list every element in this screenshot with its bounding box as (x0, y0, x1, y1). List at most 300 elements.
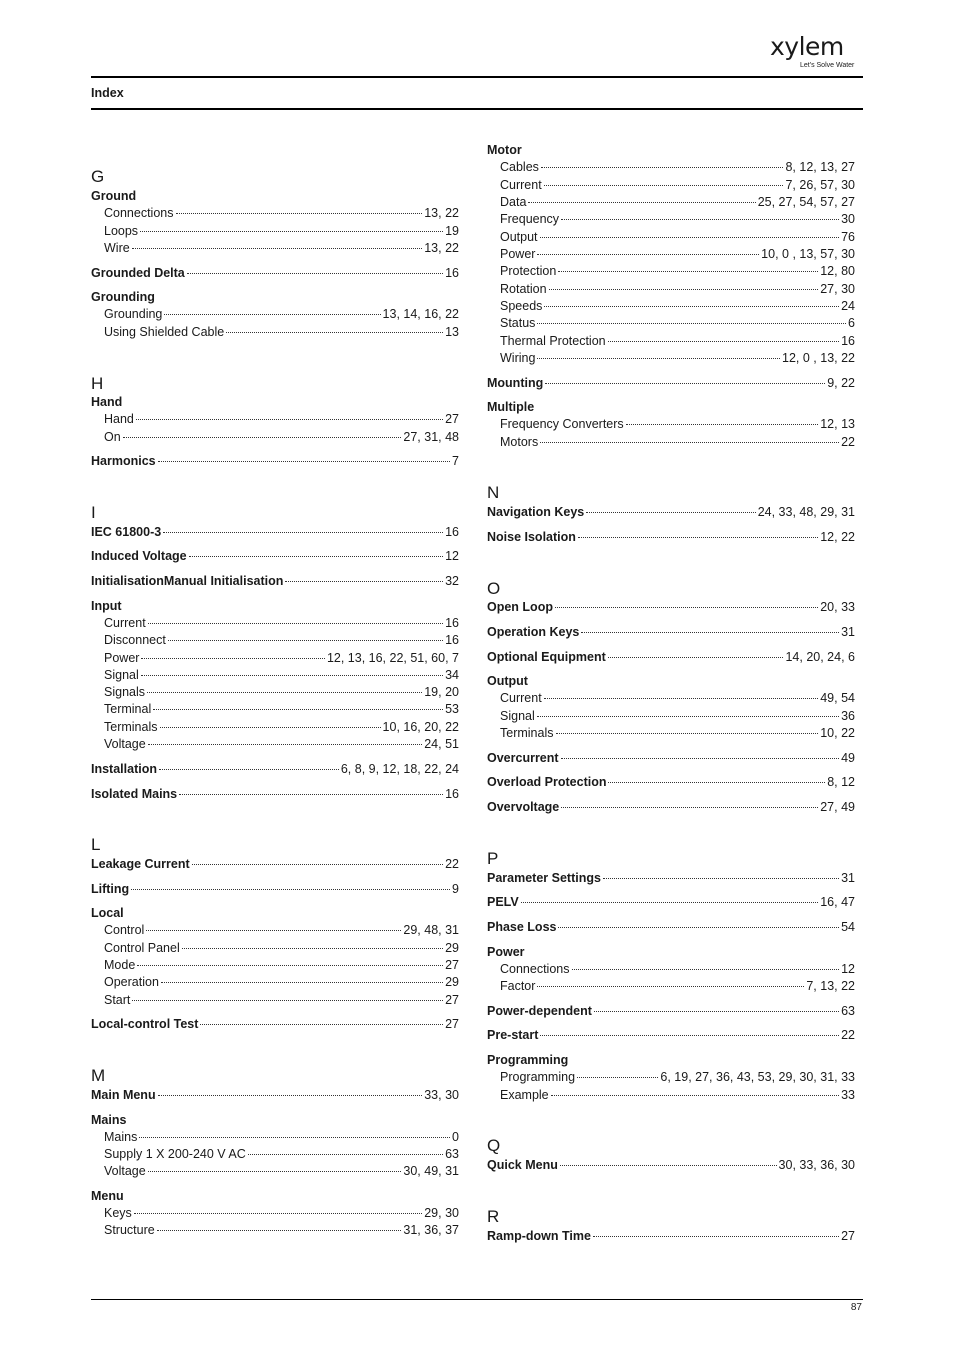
index-subentry (500, 177, 855, 194)
index-term: Keys (104, 1206, 132, 1220)
page-references: 30 (841, 212, 855, 226)
index-subentry (500, 978, 855, 995)
page-references: 8, 12 (827, 775, 855, 789)
index-subentry (500, 159, 855, 176)
page-references: 13, 22 (424, 206, 459, 220)
dot-leader (134, 1213, 422, 1214)
dot-leader (603, 878, 839, 879)
dot-leader (545, 383, 825, 384)
dot-leader (544, 306, 839, 307)
page-references: 54 (841, 920, 855, 934)
page-references: 63 (445, 1147, 459, 1161)
index-term: Pre-start (487, 1028, 539, 1042)
index-term: PELV (487, 895, 519, 909)
index-group-heading: Motor (487, 143, 522, 157)
index-subentry (500, 725, 855, 742)
page-references: 25, 27, 54, 57, 27 (757, 195, 855, 209)
index-subentry (500, 263, 855, 280)
dot-leader (285, 581, 443, 582)
index-subentry (500, 961, 855, 978)
page-references: 63 (841, 1004, 855, 1018)
dot-leader (182, 948, 443, 949)
page-references: 13, 22 (424, 241, 459, 255)
index-term: Signals (104, 685, 145, 699)
index-subentry (500, 1087, 855, 1104)
dot-leader (608, 782, 825, 783)
index-subentry (104, 736, 459, 753)
index-term: Current (104, 616, 146, 630)
page-references: 22 (841, 1028, 855, 1042)
index-subentry (104, 324, 459, 341)
dot-leader (176, 213, 423, 214)
index-term: Control Panel (104, 941, 180, 955)
index-term: Supply 1 X 200-240 V AC (104, 1147, 246, 1161)
page-references: 12, 0 , 13, 22 (782, 351, 855, 365)
index-term: Example (500, 1088, 549, 1102)
index-term: Signal (104, 668, 139, 682)
index-subentry (500, 1069, 855, 1086)
index-subentry (104, 240, 459, 257)
dot-leader (141, 675, 443, 676)
dot-leader (158, 461, 450, 462)
index-entry (487, 870, 855, 887)
index-group-heading: Multiple (487, 400, 535, 414)
index-term: Operation (104, 975, 159, 989)
page-references: 7, 13, 22 (806, 979, 855, 993)
page-references: 34 (445, 668, 459, 682)
logo-wordmark: xylem (770, 32, 844, 61)
page-references: 9, 22 (827, 376, 855, 390)
index-entry (487, 1228, 855, 1245)
index-entry (487, 649, 855, 666)
index-subentry (104, 650, 459, 667)
index-term: Operation Keys (487, 625, 580, 639)
page-references: 16 (841, 334, 855, 348)
index-subentry (500, 350, 855, 367)
header-rule-top (91, 76, 863, 78)
index-entry (91, 265, 459, 282)
index-entry (487, 1027, 855, 1044)
dot-leader (586, 512, 755, 513)
page-references: 27 (445, 958, 459, 972)
page-references: 13, 14, 16, 22 (382, 307, 459, 321)
index-subentry (500, 315, 855, 332)
page-references: 27 (445, 993, 459, 1007)
index-letter-heading: P (487, 849, 499, 868)
index-entry (487, 919, 855, 936)
dot-leader (148, 623, 443, 624)
index-term: Power (104, 651, 140, 665)
page-references: 31 (841, 871, 855, 885)
index-term: Mode (104, 958, 136, 972)
index-term: Factor (500, 979, 536, 993)
index-group-heading: Power (487, 945, 525, 959)
dot-leader (157, 1230, 402, 1231)
index-term: Overcurrent (487, 751, 559, 765)
page-references: 14, 20, 24, 6 (785, 650, 855, 664)
index-subentry (104, 1146, 459, 1163)
page-references: 19, 20 (424, 685, 459, 699)
index-subentry (104, 957, 459, 974)
index-term: Frequency (500, 212, 560, 226)
index-term: Harmonics (91, 454, 156, 468)
dot-leader (139, 1137, 450, 1138)
index-subentry (500, 434, 855, 451)
index-letter-heading: Q (487, 1136, 501, 1155)
page-references: 9 (452, 882, 459, 896)
page-references: 33, 30 (424, 1088, 459, 1102)
index-subentry (500, 246, 855, 263)
page-references: 16 (445, 633, 459, 647)
index-entry (91, 548, 459, 565)
index-group-heading: Local (91, 906, 124, 920)
index-entry (487, 774, 855, 791)
page-references: 12, 80 (820, 264, 855, 278)
index-letter-heading: O (487, 579, 501, 598)
dot-leader (608, 657, 784, 658)
index-entry (91, 573, 459, 590)
dot-leader (189, 556, 443, 557)
index-group-heading: Grounding (91, 290, 155, 304)
index-subentry (104, 1163, 459, 1180)
page-references: 12, 13 (820, 417, 855, 431)
index-entry (487, 529, 855, 546)
index-term: Voltage (104, 1164, 146, 1178)
index-term: Loops (104, 224, 139, 238)
index-group-heading: Mains (91, 1113, 127, 1127)
index-term: Power-dependent (487, 1004, 592, 1018)
dot-leader (541, 167, 784, 168)
index-term: Grounding (104, 307, 163, 321)
index-entry (487, 375, 855, 392)
page-references: 6, 8, 9, 12, 18, 22, 24 (340, 762, 459, 776)
index-term: Disconnect (104, 633, 166, 647)
page-references: 8, 12, 13, 27 (785, 160, 855, 174)
index-term: Grounded Delta (91, 266, 185, 280)
dot-leader (561, 807, 818, 808)
page-references: 49 (841, 751, 855, 765)
page-references: 30, 49, 31 (403, 1164, 459, 1178)
index-subentry (500, 229, 855, 246)
dot-leader (226, 332, 443, 333)
page-references: 13 (445, 325, 459, 339)
index-subentry (104, 974, 459, 991)
dot-leader (161, 982, 443, 983)
index-group-heading: Output (487, 674, 528, 688)
page-references: 6 (848, 316, 855, 330)
index-entry (487, 624, 855, 641)
index-subentry (500, 298, 855, 315)
dot-leader (581, 632, 839, 633)
index-subentry (500, 211, 855, 228)
dot-leader (160, 727, 381, 728)
index-term: Wiring (500, 351, 536, 365)
index-subentry (500, 194, 855, 211)
index-subentry (104, 306, 459, 323)
dot-leader (537, 358, 780, 359)
index-term: Lifting (91, 882, 130, 896)
index-term: Protection (500, 264, 557, 278)
index-term: Structure (104, 1223, 155, 1237)
page-references: 76 (841, 230, 855, 244)
index-letter-heading: R (487, 1207, 500, 1226)
page-references: 32 (445, 574, 459, 588)
dot-leader (555, 607, 818, 608)
page-references: 12, 22 (820, 530, 855, 544)
dot-leader (132, 248, 423, 249)
logo-tagline: Let's Solve Water (800, 62, 855, 69)
index-term: Speeds (500, 299, 543, 313)
index-group-heading: Hand (91, 395, 123, 409)
dot-leader (136, 419, 443, 420)
page-references: 31 (841, 625, 855, 639)
page-references: 30, 33, 36, 30 (778, 1158, 855, 1172)
index-entry (487, 504, 855, 521)
page-references: 6, 19, 27, 36, 43, 53, 29, 30, 31, 33 (660, 1070, 855, 1084)
index-entry (91, 881, 459, 898)
dot-leader (140, 231, 443, 232)
page-references: 49, 54 (820, 691, 855, 705)
xylem-logo (770, 32, 865, 72)
dot-leader (141, 658, 325, 659)
page-references: 19 (445, 224, 459, 238)
index-subentry (104, 667, 459, 684)
dot-leader (153, 709, 443, 710)
dot-leader (540, 442, 839, 443)
dot-leader (537, 716, 839, 717)
index-term: Ramp-down Time (487, 1229, 591, 1243)
index-entry (91, 1087, 459, 1104)
index-subentry (500, 708, 855, 725)
page-references: 27, 31, 48 (403, 430, 459, 444)
page-references: 24 (841, 299, 855, 313)
index-group-heading: Ground (91, 189, 137, 203)
index-term: Isolated Mains (91, 787, 178, 801)
index-term: Quick Menu (487, 1158, 558, 1172)
page-references: 20, 33 (820, 600, 855, 614)
index-letter-heading: L (91, 835, 101, 854)
page-references: 0 (452, 1130, 459, 1144)
index-subentry (104, 223, 459, 240)
dot-leader (168, 640, 443, 641)
index-subentry (104, 940, 459, 957)
index-term: Terminals (500, 726, 554, 740)
dot-leader (560, 1165, 777, 1166)
index-term: Control (104, 923, 145, 937)
index-term: IEC 61800-3 (91, 525, 162, 539)
dot-leader (131, 889, 450, 890)
index-term: Noise Isolation (487, 530, 576, 544)
index-term: Current (500, 178, 542, 192)
page-number: 87 (850, 1302, 862, 1313)
index-term: Power (500, 247, 536, 261)
index-subentry (104, 1222, 459, 1239)
index-term: Data (500, 195, 527, 209)
dot-leader (549, 289, 819, 290)
dot-leader (594, 1011, 839, 1012)
dot-leader (577, 1077, 658, 1078)
index-term: Open Loop (487, 600, 553, 614)
index-term: Navigation Keys (487, 505, 585, 519)
index-entry (487, 894, 855, 911)
index-term: Optional Equipment (487, 650, 606, 664)
page-references: 53 (445, 702, 459, 716)
index-term: Frequency Converters (500, 417, 624, 431)
index-term: Signal (500, 709, 535, 723)
dot-leader (521, 902, 819, 903)
index-term: Programming (500, 1070, 576, 1084)
index-entry (91, 761, 459, 778)
index-group-heading: Menu (91, 1189, 124, 1203)
dot-leader (561, 758, 840, 759)
index-entry (487, 599, 855, 616)
index-subentry (104, 701, 459, 718)
dot-leader (164, 314, 380, 315)
page-references: 22 (445, 857, 459, 871)
index-letter-heading: I (91, 503, 96, 522)
index-entry (91, 786, 459, 803)
dot-leader (159, 769, 339, 770)
page-references: 27 (841, 1229, 855, 1243)
dot-leader (248, 1154, 443, 1155)
page-references: 31, 36, 37 (403, 1223, 459, 1237)
index-term: On (104, 430, 121, 444)
dot-leader (132, 1000, 443, 1001)
dot-leader (158, 1095, 423, 1096)
page-references: 22 (841, 435, 855, 449)
index-entry (91, 856, 459, 873)
dot-leader (544, 185, 784, 186)
page-references: 12 (841, 962, 855, 976)
index-entry (487, 1157, 855, 1174)
index-term: Motors (500, 435, 539, 449)
index-term: Phase Loss (487, 920, 557, 934)
dot-leader (558, 271, 818, 272)
dot-leader (192, 864, 443, 865)
page-references: 7, 26, 57, 30 (785, 178, 855, 192)
dot-leader (137, 965, 443, 966)
dot-leader (187, 273, 443, 274)
dot-leader (572, 969, 840, 970)
page-references: 27, 49 (820, 800, 855, 814)
dot-leader (123, 437, 402, 438)
page-references: 29 (445, 975, 459, 989)
index-term: Connections (104, 206, 174, 220)
dot-leader (163, 532, 443, 533)
dot-leader (561, 219, 839, 220)
page-references: 27 (445, 412, 459, 426)
index-term: Start (104, 993, 131, 1007)
index-term: InitialisationManual Initialisation (91, 574, 284, 588)
page-references: 16, 47 (820, 895, 855, 909)
page-references: 24, 51 (424, 737, 459, 751)
index-term: Terminals (104, 720, 158, 734)
page-references: 27, 30 (820, 282, 855, 296)
index-term: Current (500, 691, 542, 705)
dot-leader (200, 1024, 443, 1025)
dot-leader (558, 927, 839, 928)
dot-leader (537, 986, 804, 987)
index-term: Wire (104, 241, 130, 255)
dot-leader (556, 733, 819, 734)
dot-leader (626, 424, 819, 425)
index-subentry (104, 684, 459, 701)
index-term: Connections (500, 962, 570, 976)
page-references: 16 (445, 616, 459, 630)
page-references: 33 (841, 1088, 855, 1102)
index-term: Mounting (487, 376, 544, 390)
index-term: Overvoltage (487, 800, 560, 814)
index-term: Mains (104, 1130, 138, 1144)
index-subentry (104, 1129, 459, 1146)
index-term: Installation (91, 762, 157, 776)
index-group-heading: Programming (487, 1053, 569, 1067)
dot-leader (551, 1095, 839, 1096)
page-references: 12 (445, 549, 459, 563)
page-title: Index (91, 86, 124, 100)
index-entry (91, 453, 459, 470)
index-letter-heading: M (91, 1066, 106, 1085)
dot-leader (179, 794, 443, 795)
dot-leader (537, 323, 846, 324)
page-references: 10, 22 (820, 726, 855, 740)
page-references: 7 (452, 454, 459, 468)
dot-leader (544, 698, 819, 699)
index-entry (487, 799, 855, 816)
index-subentry (500, 416, 855, 433)
index-subentry (500, 690, 855, 707)
index-subentry (104, 719, 459, 736)
index-letter-heading: G (91, 167, 105, 186)
index-term: Using Shielded Cable (104, 325, 225, 339)
index-subentry (104, 992, 459, 1009)
index-term: Induced Voltage (91, 549, 187, 563)
index-term: Local-control Test (91, 1017, 199, 1031)
page-references: 12, 13, 16, 22, 51, 60, 7 (326, 651, 459, 665)
dot-leader (528, 202, 755, 203)
dot-leader (593, 1236, 839, 1237)
dot-leader (146, 930, 401, 931)
page-references: 16 (445, 787, 459, 801)
dot-leader (578, 537, 818, 538)
header-rule-bottom (91, 108, 863, 110)
page-references: 24, 33, 48, 29, 31 (757, 505, 855, 519)
index-entry (91, 1016, 459, 1033)
index-group-heading: Input (91, 599, 122, 613)
index-letter-heading: H (91, 374, 104, 393)
index-term: Overload Protection (487, 775, 607, 789)
index-term: Status (500, 316, 536, 330)
index-subentry (104, 632, 459, 649)
page-references: 16 (445, 266, 459, 280)
index-entry (487, 1003, 855, 1020)
index-subentry (500, 281, 855, 298)
footer-rule (91, 1299, 863, 1300)
page-references: 36 (841, 709, 855, 723)
page-references: 16 (445, 525, 459, 539)
page-references: 10, 0 , 13, 57, 30 (761, 247, 855, 261)
index-subentry (104, 1205, 459, 1222)
index-term: Rotation (500, 282, 547, 296)
index-term: Voltage (104, 737, 146, 751)
index-subentry (104, 615, 459, 632)
index-term: Thermal Protection (500, 334, 606, 348)
page-references: 10, 16, 20, 22 (382, 720, 459, 734)
index-subentry (104, 205, 459, 222)
dot-leader (147, 692, 422, 693)
dot-leader (540, 237, 840, 238)
dot-leader (540, 1035, 839, 1036)
